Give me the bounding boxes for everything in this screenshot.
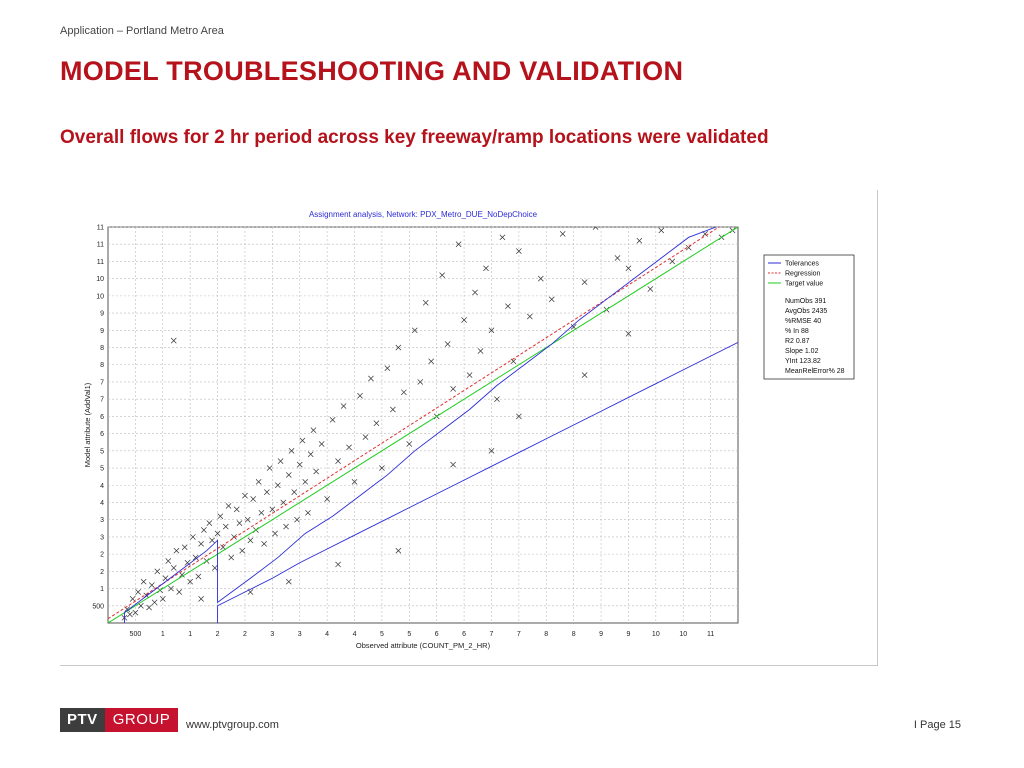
y-tick-label: 5 <box>100 465 104 473</box>
y-tick-label: 10 <box>96 293 104 301</box>
y-tick-label: 4 <box>100 482 104 490</box>
x-tick-label: 11 <box>706 631 715 638</box>
legend-stat: % In 88 <box>785 328 809 335</box>
legend-stat: NumObs 391 <box>785 298 827 305</box>
x-tick-label: 9 <box>599 631 603 638</box>
y-tick-label: 3 <box>100 517 104 525</box>
x-tick-label: 4 <box>325 631 330 638</box>
x-tick-label: 8 <box>571 631 576 638</box>
x-tick-label: 2 <box>243 631 247 638</box>
legend-stat: YInt 123.82 <box>785 358 821 365</box>
x-tick-label: 7 <box>489 631 494 638</box>
y-tick-label: 7 <box>100 379 104 387</box>
y-tick-label: 6 <box>100 413 104 421</box>
y-tick-label: 2 <box>100 551 104 559</box>
y-tick-label: 6 <box>100 431 104 439</box>
x-tick-label: 500 <box>129 631 142 638</box>
x-tick-label: 5 <box>407 631 412 638</box>
x-tick-label: 2 <box>215 631 220 638</box>
y-tick-label: 2 <box>100 568 104 576</box>
footer-url-link[interactable]: www.ptvgroup.com <box>186 719 279 731</box>
chart-frame-right-border <box>877 190 878 665</box>
y-tick-label: 10 <box>96 276 104 284</box>
x-tick-label: 4 <box>352 631 357 638</box>
x-tick-label: 9 <box>626 631 631 638</box>
x-axis-label: Observed attribute (COUNT_PM_2_HR) <box>355 641 491 650</box>
ptv-group-logo <box>60 708 178 732</box>
y-tick-label: 500 <box>92 603 104 611</box>
y-tick-label: 3 <box>100 534 104 542</box>
logo-group-text: GROUP <box>105 708 179 732</box>
y-tick-label: 1 <box>100 586 104 594</box>
x-tick-label: 7 <box>516 631 521 638</box>
page-subtitle: Overall flows for 2 hr period across key freeway/ramp locations were validated <box>60 127 769 148</box>
x-tick-label: 6 <box>434 631 439 638</box>
x-tick-label: 1 <box>160 631 165 638</box>
y-tick-label: 11 <box>96 224 104 232</box>
x-tick-label: 3 <box>270 631 275 638</box>
legend-stat: AvgObs 2435 <box>785 308 828 315</box>
y-tick-label: 7 <box>100 396 104 404</box>
legend-stat: Slope 1.02 <box>785 348 819 355</box>
x-tick-label: 3 <box>297 631 302 638</box>
x-tick-label: 1 <box>188 631 193 638</box>
legend-stat: R2 0.87 <box>785 338 810 345</box>
x-tick-label: 10 <box>679 631 688 638</box>
legend-stat: %RMSE 40 <box>785 318 822 325</box>
y-tick-label: 9 <box>100 327 104 335</box>
page-number: I Page 15 <box>913 719 961 731</box>
legend-entry: Tolerances <box>785 260 819 268</box>
logo-ptv-text: PTV <box>60 708 105 732</box>
x-tick-label: 5 <box>379 631 384 638</box>
y-tick-label: 5 <box>100 448 104 456</box>
x-tick-label: 10 <box>651 631 660 638</box>
legend-entry: Target value <box>785 280 824 288</box>
x-tick-label: 8 <box>544 631 549 638</box>
y-tick-label: 11 <box>96 258 104 266</box>
y-tick-label: 11 <box>96 241 104 249</box>
chart-frame-bottom-border <box>60 665 878 666</box>
assignment-scatter-chart <box>80 205 860 655</box>
y-axis-label: Model attribute (AddVal1) <box>83 382 92 468</box>
legend-entry: Regression <box>785 270 821 278</box>
chart-title: Assignment analysis, Network: PDX_Metro_DUE_NoDepChoice <box>308 210 538 219</box>
page-title: MODEL TROUBLESHOOTING AND VALIDATION <box>60 56 684 86</box>
y-tick-label: 8 <box>100 362 104 370</box>
y-tick-label: 4 <box>100 499 104 507</box>
x-tick-label: 6 <box>462 631 467 638</box>
legend-stat: MeanRelError% 28 <box>785 368 845 375</box>
y-tick-label: 8 <box>100 345 104 353</box>
y-tick-label: 9 <box>100 310 104 318</box>
breadcrumb: Application – Portland Metro Area <box>60 25 224 37</box>
